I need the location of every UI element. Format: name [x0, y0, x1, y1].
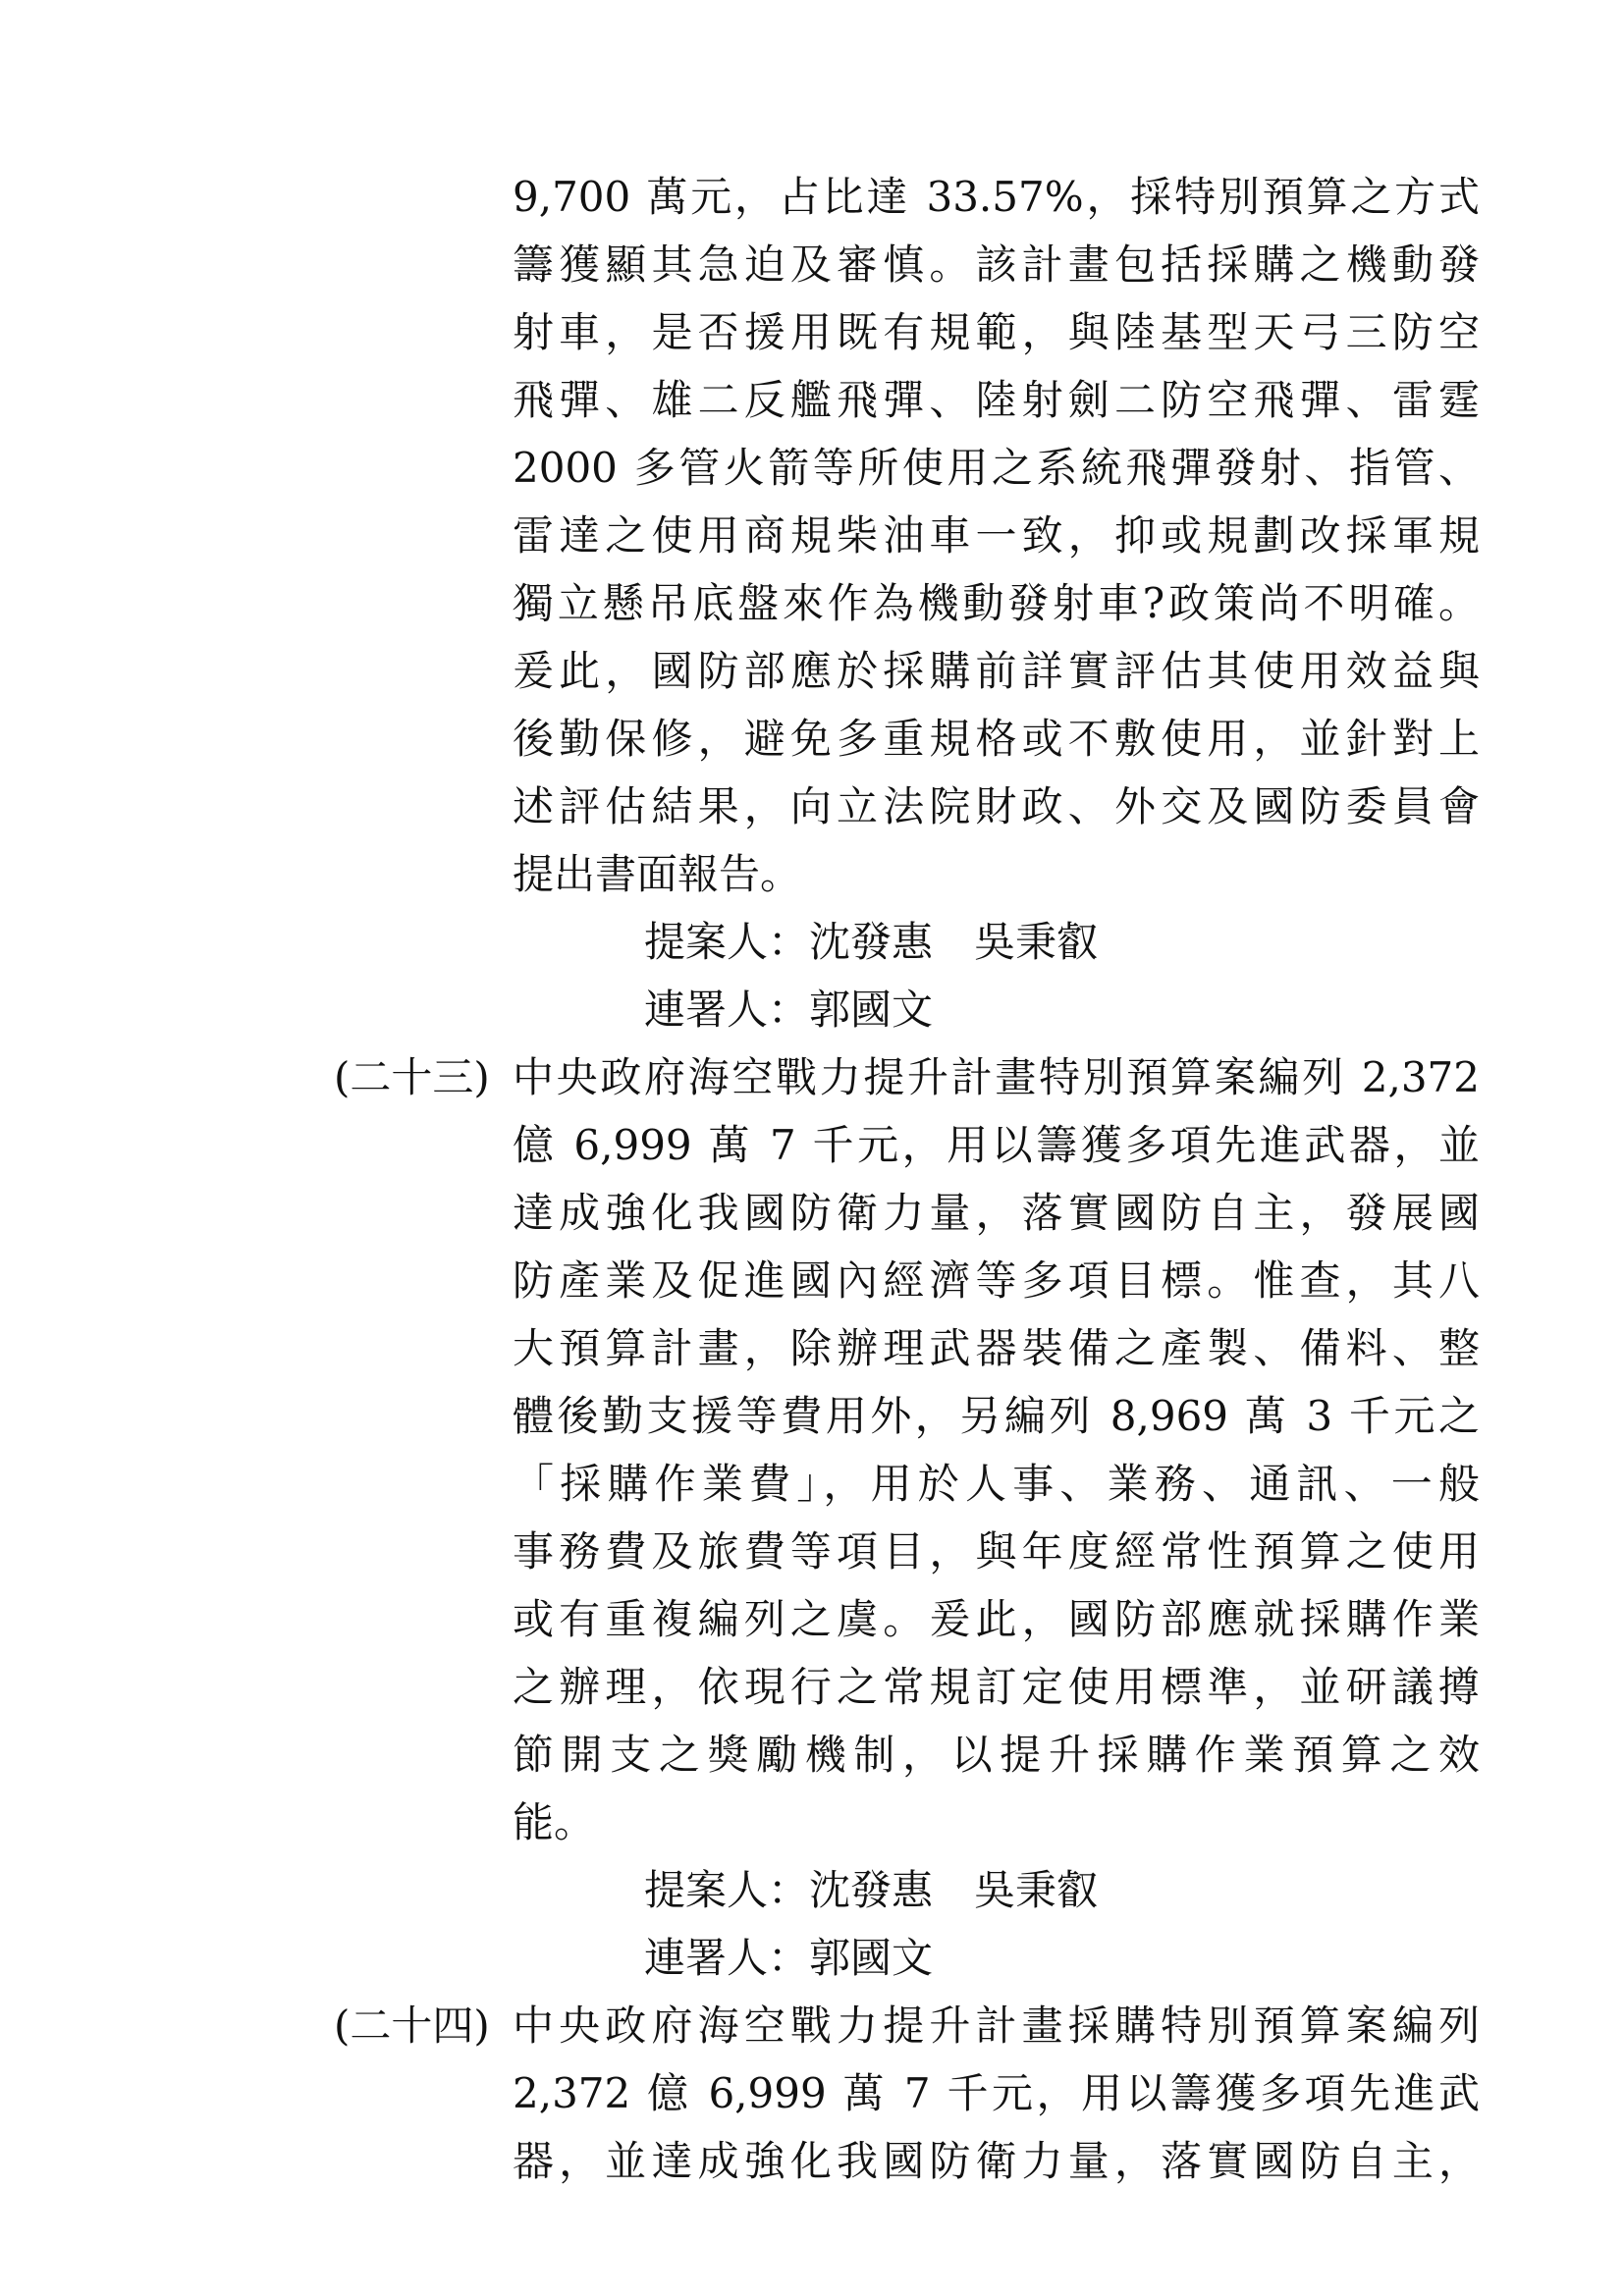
paragraph-line: 射車，是否援用既有規範，與陸基型天弓三防空: [513, 308, 1480, 356]
paragraph-line: 器，並達成強化我國防衛力量，落實國防自主，: [513, 2137, 1480, 2185]
item-number-label: (二十三): [334, 1053, 490, 1101]
proposer-line: 提案人：沈發惠 吳秉叡: [644, 1866, 1099, 1914]
paragraph-line: 獨立懸吊底盤來作為機動發射車?政策尚不明確。: [513, 579, 1480, 627]
paragraph-line: 9,700 萬元，占比達 33.57%，採特別預算之方式: [513, 173, 1480, 221]
paragraph-line: 或有重複編列之虞。爰此，國防部應就採購作業: [513, 1595, 1480, 1643]
paragraph-line: 雷達之使用商規柴油車一致，抑或規劃改採軍規: [513, 511, 1480, 560]
paragraph-line: 飛彈、雄二反艦飛彈、陸射劍二防空飛彈、雷霆: [513, 376, 1480, 424]
paragraph-line: 節開支之獎勵機制，以提升採購作業預算之效: [513, 1731, 1480, 1779]
item-number-label: (二十四): [334, 2002, 490, 2050]
paragraph-line: 提出書面報告。: [513, 850, 802, 898]
paragraph-line: 體後勤支援等費用外，另編列 8,969 萬 3 千元之: [513, 1392, 1480, 1440]
paragraph-line: 中央政府海空戰力提升計畫採購特別預算案編列: [513, 2002, 1480, 2050]
proposer-line: 提案人：沈發惠 吳秉叡: [644, 918, 1099, 966]
paragraph-line: 大預算計畫，除辦理武器裝備之產製、備料、整: [513, 1324, 1480, 1372]
paragraph-line: 能。: [513, 1798, 596, 1846]
paragraph-line: 達成強化我國防衛力量，落實國防自主，發展國: [513, 1189, 1480, 1237]
paragraph-line: 爰此，國防部應於採購前詳實評估其使用效益與: [513, 647, 1480, 695]
paragraph-line: 億 6,999 萬 7 千元，用以籌獲多項先進武器，並: [513, 1121, 1480, 1169]
paragraph-line: 後勤保修，避免多重規格或不敷使用，並針對上: [513, 715, 1480, 763]
paragraph-line: 籌獲顯其急迫及審慎。該計畫包括採購之機動發: [513, 240, 1480, 289]
cosigner-line: 連署人：郭國文: [644, 986, 934, 1034]
paragraph-line: 中央政府海空戰力提升計畫特別預算案編列 2,372: [513, 1053, 1480, 1101]
paragraph-line: 之辦理，依現行之常規訂定使用標準，並研議撙: [513, 1663, 1480, 1711]
paragraph-line: 防產業及促進國內經濟等多項目標。惟查，其八: [513, 1256, 1480, 1305]
paragraph-line: 2000 多管火箭等所使用之系統飛彈發射、指管、: [513, 444, 1480, 492]
paragraph-line: 「採購作業費」，用於人事、業務、通訊、一般: [513, 1460, 1480, 1508]
paragraph-line: 2,372 億 6,999 萬 7 千元，用以籌獲多項先進武: [513, 2069, 1480, 2117]
paragraph-line: 事務費及旅費等項目，與年度經常性預算之使用: [513, 1527, 1480, 1575]
paragraph-line: 述評估結果，向立法院財政、外交及國防委員會: [513, 782, 1480, 830]
cosigner-line: 連署人：郭國文: [644, 1934, 934, 1982]
